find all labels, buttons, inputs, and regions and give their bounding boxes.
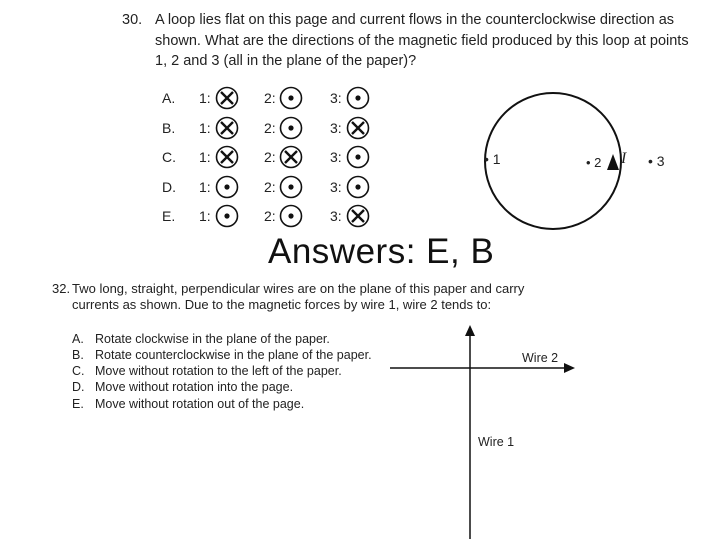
question-32-number: 32.	[52, 281, 71, 296]
out-of-page-icon	[278, 203, 304, 229]
out-of-page-icon	[345, 174, 371, 200]
point-2-label: • 2	[586, 155, 602, 170]
into-page-icon	[214, 144, 240, 170]
question-32-text: Two long, straight, perpendicular wires are on the plane of this paper and carry currents as shown. Due to the magnetic forces by wire 1, wire 2 tends to:	[72, 281, 525, 312]
q30-point-1-label: 1:	[199, 90, 211, 106]
question-30-number: 30.	[122, 12, 143, 28]
q32-option-letter: C.	[72, 364, 85, 378]
q30-point-3-label: 3:	[330, 149, 342, 165]
q30-point-3-label: 3:	[330, 90, 342, 106]
q30-point-1-label: 1:	[199, 208, 211, 224]
q30-point-2-label: 2:	[264, 179, 276, 195]
q32-option-text: Move without rotation to the left of the paper.	[95, 364, 342, 378]
q30-point-2-label: 2:	[264, 90, 276, 106]
q30-point-1-label: 1:	[199, 120, 211, 136]
answers-text: Answers: E, B	[268, 232, 495, 271]
q30-point-1-label: 1:	[199, 179, 211, 195]
q32-option-text: Move without rotation out of the page.	[95, 397, 305, 411]
q30-option-letter: A.	[162, 90, 176, 106]
into-page-icon	[345, 203, 371, 229]
out-of-page-icon	[278, 174, 304, 200]
point-1-label: • 1	[484, 151, 501, 167]
out-of-page-icon	[278, 115, 304, 141]
q32-option-letter: B.	[72, 348, 84, 362]
wire-1-arrow-icon	[465, 325, 475, 336]
question-30	[122, 10, 702, 72]
out-of-page-icon	[278, 85, 304, 111]
wires-diagram	[380, 320, 590, 540]
wire-2-arrow-icon	[564, 363, 575, 373]
q32-option-letter: E.	[72, 397, 84, 411]
out-of-page-icon	[345, 144, 371, 170]
out-of-page-icon	[214, 174, 240, 200]
q30-point-2-label: 2:	[264, 120, 276, 136]
q32-option-text: Move without rotation into the page.	[95, 380, 294, 394]
q30-point-3-label: 3:	[330, 208, 342, 224]
into-page-icon	[278, 144, 304, 170]
into-page-icon	[214, 115, 240, 141]
q30-point-1-label: 1:	[199, 149, 211, 165]
into-page-icon	[345, 115, 371, 141]
current-label: I	[621, 150, 627, 167]
q30-point-3-label: 3:	[330, 120, 342, 136]
point-3-label: • 3	[648, 153, 665, 169]
q30-point-3-label: 3:	[330, 179, 342, 195]
wire-1-label: Wire 1	[478, 435, 515, 449]
q32-option-text: Rotate counterclockwise in the plane of the paper.	[95, 348, 372, 362]
out-of-page-icon	[214, 203, 240, 229]
q32-option-text: Rotate clockwise in the plane of the paper.	[95, 332, 330, 346]
q30-point-2-label: 2:	[264, 149, 276, 165]
out-of-page-icon	[345, 85, 371, 111]
current-arrow-icon	[607, 154, 619, 170]
q30-option-letter: C.	[162, 149, 176, 165]
wire-2-label: Wire 2	[522, 351, 559, 365]
q30-option-letter: D.	[162, 179, 176, 195]
q32-option-letter: A.	[72, 332, 84, 346]
q30-point-2-label: 2:	[264, 208, 276, 224]
question-30-text: A loop lies flat on this page and current flows in the counterclockwise direction as shown. What are the directions of the magnetic field produced by this loop at points 1, 2 and 3 (all in the plane of the paper)?	[155, 12, 689, 69]
q30-option-letter: E.	[162, 208, 176, 224]
into-page-icon	[214, 85, 240, 111]
q32-option-letter: D.	[72, 380, 85, 394]
question-32	[52, 281, 572, 313]
q30-option-letter: B.	[162, 120, 176, 136]
